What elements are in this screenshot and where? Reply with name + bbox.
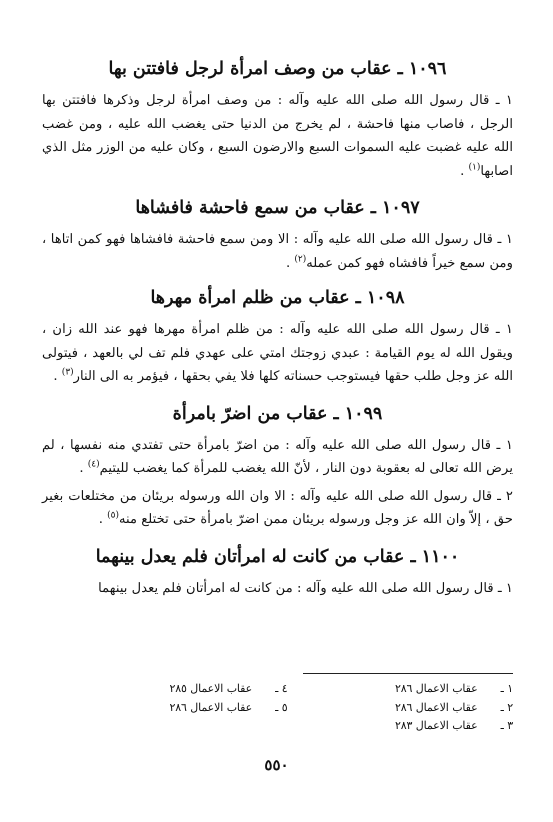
footnote-marker: (٤) bbox=[87, 459, 100, 470]
footnote-text: عقاب الاعمال ٢٨٦ bbox=[394, 682, 478, 695]
hadith-text: ١ ـ قال رسول الله صلى الله عليه وآله : من وصف امرأة لرجل وذكرها فافتتن بها الرجل ، فاصاب منها فاحشة ، لم يخرج من الدنيا حتى يغضب الله عليه ، ومن غضب الله عليه غضبت عليه السموات السبع والارضون السبع ، وكان عليه من الوزر مثل الذي اصابها bbox=[42, 93, 513, 179]
footnote-item bbox=[288, 680, 514, 699]
footnotes-column-left bbox=[42, 680, 288, 736]
chapter-heading: ١٠٩٧ ـ عقاب من سمع فاحشة فافشاها bbox=[135, 198, 420, 218]
footnotes bbox=[42, 680, 513, 736]
chapter-1099 bbox=[42, 401, 513, 532]
footnote-marker: (٢) bbox=[294, 254, 307, 265]
hadith-text: ١ ـ قال رسول الله صلى الله عليه وآله : من اضرّ بامرأة حتى تفتدي منه نفسها ، لم يرض الله تعالى له بعقوبة دون النار ، لأنّ الله يغضب للمرأة كما يغضب لليتيم bbox=[42, 437, 513, 476]
footnote-item bbox=[62, 680, 288, 699]
chapter-1096 bbox=[42, 56, 513, 183]
footnote-item bbox=[288, 717, 514, 736]
chapter-1097 bbox=[42, 195, 513, 275]
footnote-number: ٢ ـ bbox=[500, 700, 513, 714]
hadith-text: ١ ـ قال رسول الله صلى الله عليه وآله : الا ومن سمع فاحشة فافشاها فهو كمن اتاها ، ومن سمع خيراً فافشاه فهو كمن عمله bbox=[42, 232, 513, 271]
footnote-text: عقاب الاعمال ٢٨٦ bbox=[169, 700, 253, 714]
hadith-paragraph: ٢ ـ قال رسول الله صلى الله عليه وآله : الا وان الله ورسوله بريئان من مختلعات بغير حق ، إلاّ وان الله عز وجل ورسوله بريئان ممن اضرّ بامرأة حتى تختلع منه$^{(٥)}$ . bbox=[42, 488, 513, 527]
hadith-text: ١ ـ قال رسول الله صلى الله عليه وآله : من كانت له امرأتان فلم يعدل بينهما bbox=[98, 580, 513, 596]
chapter-heading: ١٠٩٦ ـ عقاب من وصف امرأة لرجل فافتتن بها bbox=[108, 59, 447, 79]
footnote-marker: (٥) bbox=[107, 510, 119, 521]
hadith-paragraph: ١ ـ قال رسول الله صلى الله عليه وآله : الا ومن سمع فاحشة فافشاها فهو كمن اتاها ، ومن سمع خيراً فافشاه فهو كمن عمله$^{(٢)}$ . bbox=[42, 232, 513, 271]
chapter-heading: ١٠٩٨ ـ عقاب من ظلم امرأة مهرها bbox=[150, 288, 405, 308]
footnote-divider bbox=[303, 673, 513, 674]
footnote-item bbox=[62, 699, 288, 718]
footnote-item bbox=[288, 699, 514, 718]
footnote-marker: (٣) bbox=[61, 367, 74, 378]
footnote-number: ٤ ـ bbox=[275, 682, 288, 695]
chapter-heading: ١١٠٠ ـ عقاب من كانت له امرأتان فلم يعدل بينهما bbox=[95, 546, 460, 567]
chapter-heading: ١٠٩٩ ـ عقاب من اضرّ بامرأة bbox=[172, 403, 383, 424]
footnote-marker: (١) bbox=[468, 162, 481, 173]
hadith-paragraph bbox=[42, 577, 513, 601]
footnote-text: عقاب الاعمال ٢٨٦ bbox=[394, 700, 478, 714]
footnote-number: ٣ ـ bbox=[500, 719, 513, 732]
hadith-text: ٢ ـ قال رسول الله صلى الله عليه وآله : الا وان الله ورسوله بريئان من مختلعات بغير حق ، إلاّ وان الله عز وجل ورسوله بريئان ممن اضرّ بامرأة حتى تختلع منه bbox=[42, 488, 513, 527]
page-body bbox=[42, 56, 513, 604]
hadith-paragraph: ١ ـ قال رسول الله صلى الله عليه وآله : من اضرّ بامرأة حتى تفتدي منه نفسها ، لم يرض الله تعالى له بعقوبة دون النار ، لأنّ الله يغضب للمرأة كما يغضب لليتيم$^{(٤)}$ . bbox=[42, 437, 513, 476]
page-number: ٥٥٠ bbox=[264, 756, 289, 774]
footnotes-column-right bbox=[288, 680, 514, 736]
footnote-number: ١ ـ bbox=[500, 682, 513, 695]
footnote-text: عقاب الاعمال ٢٨٣ bbox=[394, 719, 478, 732]
hadith-text: ١ ـ قال رسول الله صلى الله عليه وآله : من ظلم امرأة مهرها فهو عند الله زان ، ويقول الله له يوم القيامة : عبدي زوجتك امتي على عهدي فلم تف لي بالعهد ، فيتولى الله عز وجل طلب حقها فيستوجب حسناته كلها فلا يفي بحقها ، فيؤمر به الى النار bbox=[42, 322, 513, 384]
chapter-1098 bbox=[42, 285, 513, 389]
footnote-number: ٥ ـ bbox=[275, 700, 288, 714]
footnote-text: عقاب الاعمال ٢٨٥ bbox=[169, 682, 253, 695]
hadith-paragraph: ١ ـ قال رسول الله صلى الله عليه وآله : من ظلم امرأة مهرها فهو عند الله زان ، ويقول الله له يوم القيامة : عبدي زوجتك امتي على عهدي فلم تف لي بالعهد ، فيتولى الله عز وجل طلب حقها فيستوجب حسناته كلها فلا يفي بحقها ، فيؤمر به الى النار$^{(٣)}$ . bbox=[42, 322, 513, 384]
hadith-paragraph: ١ ـ قال رسول الله صلى الله عليه وآله : من وصف امرأة لرجل وذكرها فافتتن بها الرجل ، فاصاب منها فاحشة ، لم يخرج من الدنيا حتى يغضب الله عليه ، ومن غضب الله عليه غضبت عليه السموات السبع والارضون السبع ، وكان عليه من الوزر مثل الذي اصابها$^{(١)}$ . bbox=[42, 93, 513, 179]
chapter-1100 bbox=[42, 544, 513, 601]
